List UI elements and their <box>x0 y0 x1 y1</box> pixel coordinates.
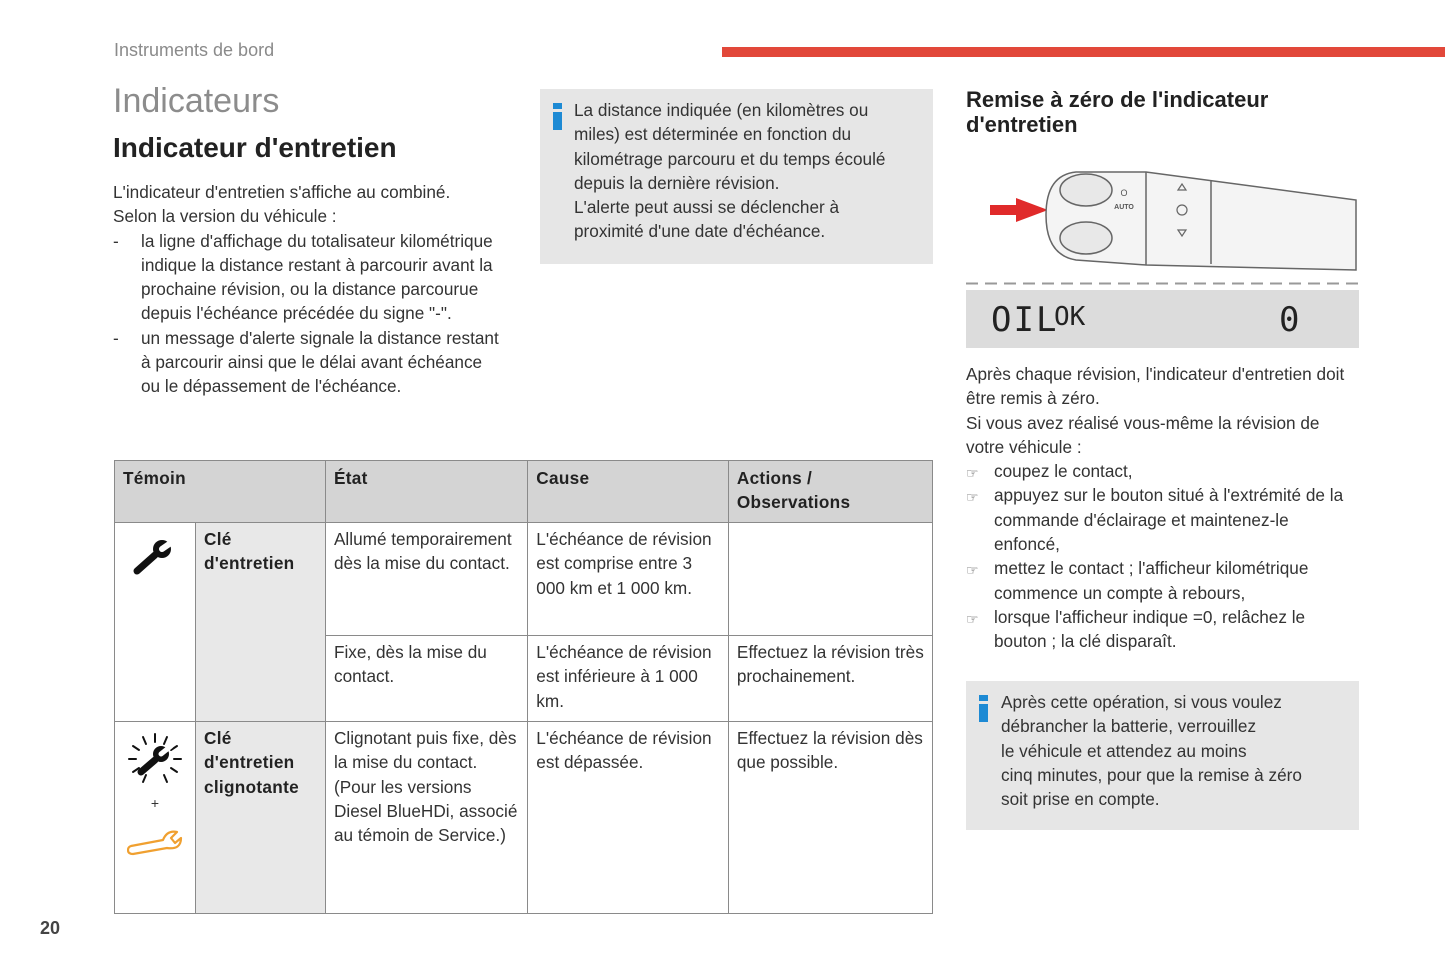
page-heading: Indicateurs <box>113 82 280 120</box>
cause-cell: L'échéance de révision est dépassée. <box>528 722 729 914</box>
etat-cell: Clignotant puis fixe, dès la mise du contact. (Pour les versions Diesel BlueHDi, associé au témoin de Service.) <box>325 722 527 914</box>
plus-sign: + <box>150 795 160 812</box>
info-note-distance <box>540 89 933 264</box>
intro-bullet: - la ligne d'affichage du totalisateur kilométrique indique la distance restant à parcourir avant la prochaine révision, ou la distance parcourue depuis l'échéance précédée du signe "-". <box>113 230 493 324</box>
intro-bullet-text: la ligne d'affichage du totalisateur kilométrique indique la distance restant à parcourir avant la prochaine révision, ou la distance parcourue depuis l'échéance précédée du signe "-". <box>141 230 493 324</box>
reset-step <box>966 483 1358 556</box>
reset-instructions <box>966 362 1358 654</box>
reset-step-text: lorsque l'afficheur indique =0, relâchez le bouton ; la clé disparaît. <box>994 606 1306 652</box>
indicator-table <box>114 460 933 914</box>
table-row <box>115 722 933 914</box>
info-note-text <box>1001 690 1353 811</box>
info-line: le véhicule et attendez au moins <box>1001 740 1247 761</box>
reset-step-text: mettez le contact ; l'afficheur kilométrique commence un compte à rebours, <box>994 558 1309 603</box>
wrench-icon <box>131 537 179 577</box>
info-line: L'alerte peut aussi se déclencher à <box>574 197 840 218</box>
etat-cell: Fixe, dès la mise du contact. <box>325 636 527 722</box>
stalk-label-o: O <box>1120 188 1128 198</box>
header-actions: Actions / Observations <box>728 461 932 523</box>
odometer-display <box>966 290 1359 348</box>
info-line: soit prise en compte. <box>1001 789 1160 810</box>
page-subheading: Indicateur d'entretien <box>113 132 397 163</box>
pointing-hand-icon: ☞ <box>966 562 979 579</box>
red-arrow-icon <box>990 198 1048 222</box>
info-icon <box>979 695 988 722</box>
info-line: débrancher la batterie, verrouillez <box>1001 716 1257 737</box>
cause-cell: L'échéance de révision est comprise entre 3 000 km et 1 000 km. <box>528 523 729 636</box>
info-line: kilométrage parcouru et du temps écoulé <box>574 148 886 169</box>
etat-cell: Allumé temporairement dès la mise du contact. <box>325 523 527 636</box>
indicator-name: Clé d'entretien clignotante <box>196 722 326 914</box>
info-icon <box>553 103 562 130</box>
table-header-row <box>115 461 933 523</box>
service-wrench-icon <box>127 826 183 856</box>
pointing-hand-icon: ☞ <box>966 610 979 627</box>
reset-step <box>966 605 1358 654</box>
page-number: 20 <box>40 918 61 938</box>
reset-step-text: appuyez sur le bouton situé à l'extrémité de la commande d'éclairage et maintenez-le enfoncé, <box>994 485 1344 555</box>
pointing-hand-icon: ☞ <box>966 465 979 482</box>
intro-line: L'indicateur d'entretien s'affiche au combiné. <box>113 182 451 202</box>
flashing-wrench-icon <box>123 732 187 788</box>
intro-bullet: - un message d'alerte signale la distance restant à parcourir ainsi que le délai avant échéance ou le dépassement de l'échéance. <box>113 327 499 397</box>
action-cell: Effectuez la révision dès que possible. <box>728 722 932 914</box>
header-accent-bar <box>722 47 1445 57</box>
header-cause: Cause <box>528 461 729 523</box>
reset-step <box>966 556 1358 605</box>
info-line: depuis la dernière révision. <box>574 172 780 193</box>
reset-title: Remise à zéro de l'indicateur d'entretien <box>966 87 1269 137</box>
reset-step <box>966 459 1358 483</box>
reset-paragraph: Si vous avez réalisé vous-même la révision de votre véhicule : <box>966 412 1320 457</box>
lighting-stalk-illustration <box>966 160 1359 285</box>
intro-bullet-text: un message d'alerte signale la distance restant à parcourir ainsi que le délai avant échéance ou le dépassement de l'échéance. <box>141 327 499 397</box>
display-ok: OK <box>1054 302 1086 332</box>
flashing-wrench-cell <box>115 722 196 914</box>
pointing-hand-icon: ☞ <box>966 489 979 506</box>
intro-text <box>113 180 503 399</box>
display-value: 0 <box>1279 300 1300 340</box>
display-oil: OIL <box>991 300 1059 340</box>
reset-step-text: coupez le contact, <box>994 461 1133 482</box>
info-line: La distance indiquée (en kilomètres ou <box>574 100 869 120</box>
info-line: proximité d'une date d'échéance. <box>574 221 826 242</box>
wrench-cell <box>115 523 196 722</box>
info-line: Après cette opération, si vous voulez <box>1001 692 1282 712</box>
header-etat: État <box>325 461 527 523</box>
stalk-label-auto: AUTO <box>1114 204 1134 211</box>
info-note-text <box>574 98 929 244</box>
section-title: Instruments de bord <box>114 40 275 60</box>
display-divider <box>966 282 1359 285</box>
action-cell <box>728 523 932 636</box>
indicator-name: Clé d'entretien <box>196 523 326 722</box>
header-temoin: Témoin <box>115 461 326 523</box>
reset-paragraph: Après chaque révision, l'indicateur d'entretien doit être remis à zéro. <box>966 364 1345 409</box>
info-line: miles) est déterminée en fonction du <box>574 124 852 145</box>
info-note-battery <box>966 681 1359 830</box>
intro-line: Selon la version du véhicule : <box>113 206 337 227</box>
cause-cell: L'échéance de révision est inférieure à 1 000 km. <box>528 636 729 722</box>
info-line: cinq minutes, pour que la remise à zéro <box>1001 764 1302 785</box>
action-cell: Effectuez la révision très prochainement. <box>728 636 932 722</box>
table-row <box>115 523 933 636</box>
